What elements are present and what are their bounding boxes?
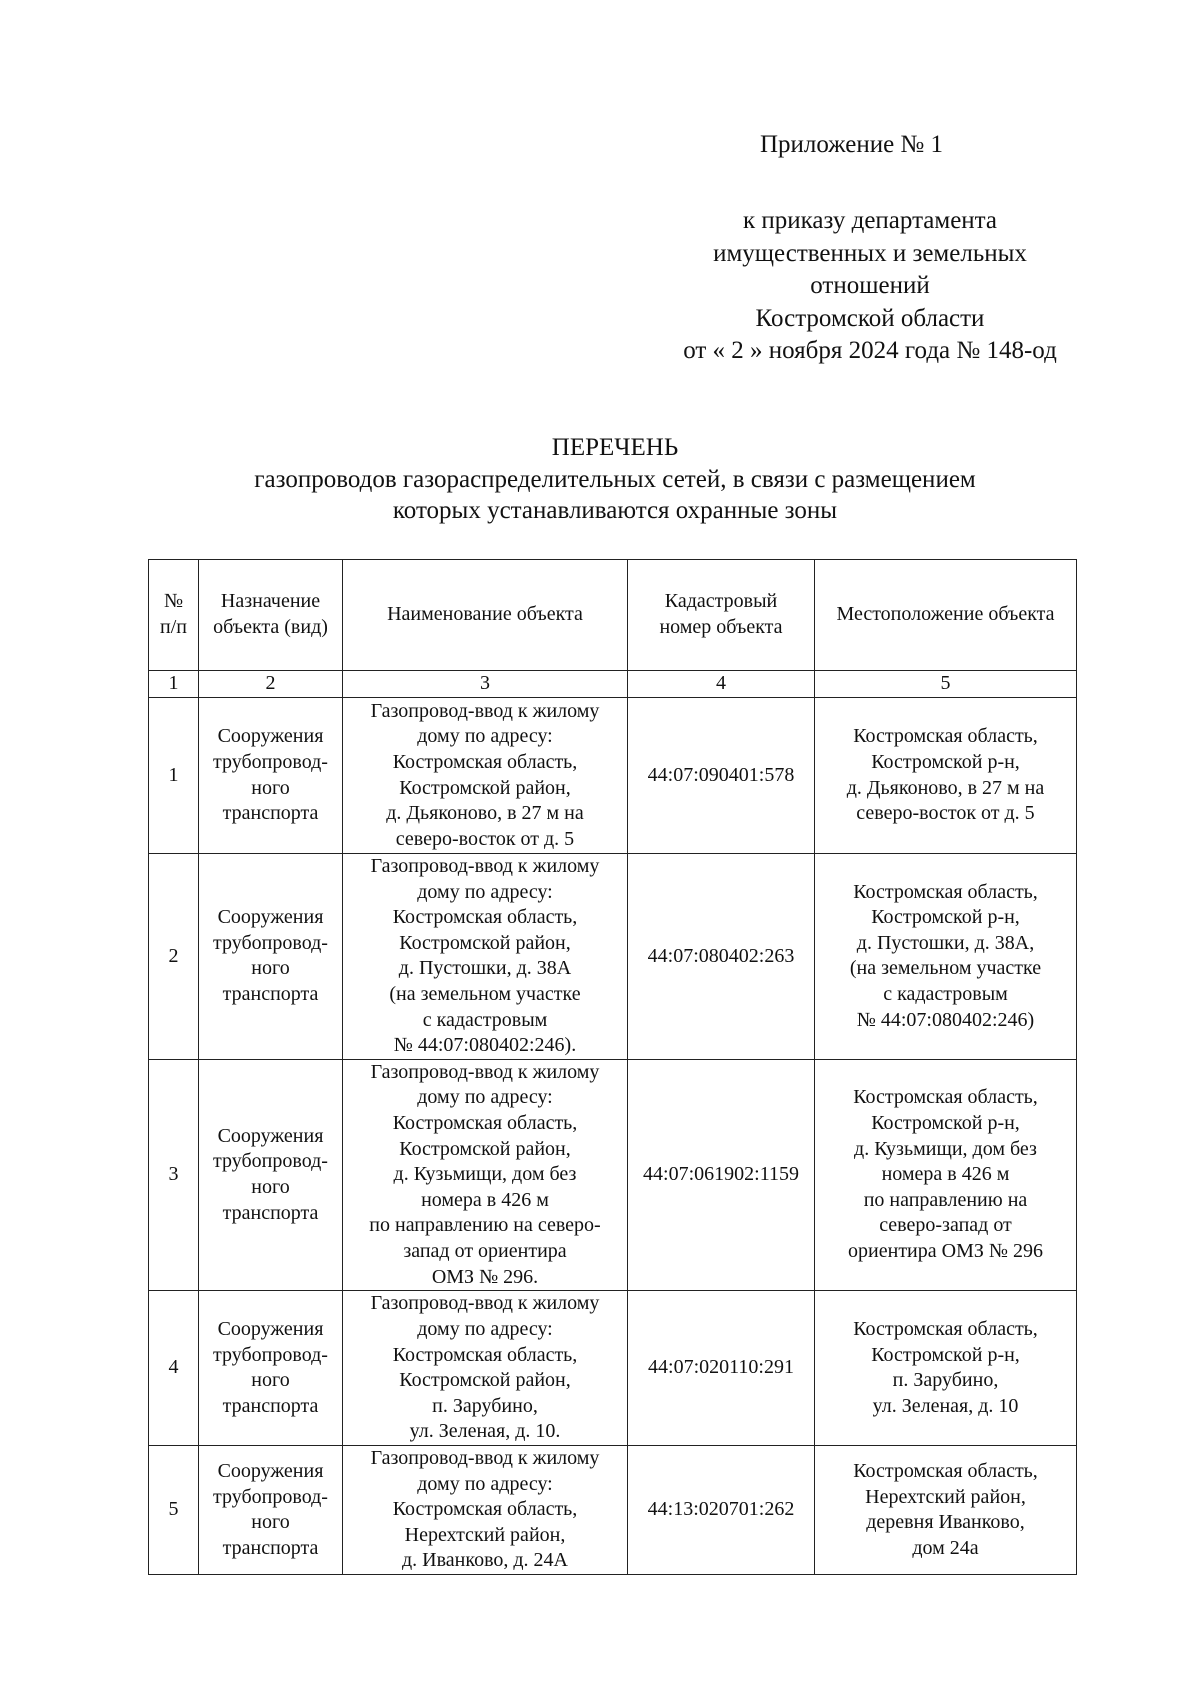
table-row	[149, 1446, 1077, 1575]
row-object-name: Газопровод-ввод к жилому дому по адресу: Костромская область, Костромской район, д. Дьяконово, в 27 м на северо-восток от д. 5	[343, 698, 628, 854]
row-cadastral-number: 44:07:090401:578	[628, 698, 815, 854]
table-row	[149, 1291, 1077, 1446]
header-location: Местоположение объекта	[815, 560, 1077, 671]
row-cadastral-number: 44:07:080402:263	[628, 854, 815, 1060]
appendix-title: Приложение № 1	[760, 131, 944, 158]
order-date-line: от « 2 » ноября 2024 года № 148-од	[683, 337, 1057, 364]
row-object-name: Газопровод-ввод к жилому дому по адресу: Костромская область, Костромской район, д. Пустошки, д. 38А (на земельном участке с кадастровым № 44:07:080402:246).	[343, 854, 628, 1060]
row-num: 1	[149, 698, 199, 854]
header-num: № п/п	[149, 560, 199, 671]
list-title: ПЕРЕЧЕНЬ	[551, 434, 679, 461]
row-num: 5	[149, 1446, 199, 1575]
row-purpose: Сооружения трубопровод- ного транспорта	[199, 698, 343, 854]
row-object-name: Газопровод-ввод к жилому дому по адресу: Костромская область, Костромской район, п. Зарубино, ул. Зеленая, д. 10.	[343, 1291, 628, 1446]
order-line: отношений	[810, 272, 930, 299]
header-name: Наименование объекта	[343, 560, 628, 671]
gas-pipelines-table	[148, 559, 1077, 1575]
row-purpose: Сооружения трубопровод- ного транспорта	[199, 854, 343, 1060]
header-purpose: Назначение объекта (вид)	[199, 560, 343, 671]
row-location: Костромская область, Костромской р-н, д. Кузьмищи, дом без номера в 426 м по направлению на северо-запад от ориентира ОМЗ № 296	[815, 1059, 1077, 1290]
column-numbers-row	[149, 671, 1077, 698]
row-purpose: Сооружения трубопровод- ного транспорта	[199, 1059, 343, 1290]
row-cadastral-number: 44:13:020701:262	[628, 1446, 815, 1575]
row-cadastral-number: 44:07:020110:291	[628, 1291, 815, 1446]
row-num: 3	[149, 1059, 199, 1290]
table-row	[149, 698, 1077, 854]
list-heading	[0, 432, 1200, 527]
list-subtitle-line: которых устанавливаются охранные зоны	[392, 497, 838, 524]
row-location: Костромская область, Костромской р-н, п. Зарубино, ул. Зеленая, д. 10	[815, 1291, 1077, 1446]
table-row	[149, 1059, 1077, 1290]
order-line: к приказу департамента	[742, 207, 998, 234]
row-num: 4	[149, 1291, 199, 1446]
list-subtitle-line: газопроводов газораспределительных сетей, в связи с размещением	[254, 465, 976, 493]
column-number: 5	[815, 671, 1077, 698]
row-num: 2	[149, 854, 199, 1060]
column-number: 1	[149, 671, 199, 698]
column-number: 3	[343, 671, 628, 698]
row-purpose: Сооружения трубопровод- ного транспорта	[199, 1446, 343, 1575]
row-purpose: Сооружения трубопровод- ного транспорта	[199, 1291, 343, 1446]
row-location: Костромская область, Нерехтский район, деревня Иванково, дом 24а	[815, 1446, 1077, 1575]
row-object-name: Газопровод-ввод к жилому дому по адресу: Костромская область, Нерехтский район, д. Иванково, д. 24А	[343, 1446, 628, 1575]
header-cadastral: Кадастровый номер объекта	[628, 560, 815, 671]
table-header-row	[149, 560, 1077, 671]
row-object-name: Газопровод-ввод к жилому дому по адресу: Костромская область, Костромской район, д. Кузьмищи, дом без номера в 426 м по направлению на северо- запад от ориентира ОМЗ № 296.	[343, 1059, 628, 1290]
row-location: Костромская область, Костромской р-н, д. Пустошки, д. 38А, (на земельном участке с кадастровым № 44:07:080402:246)	[815, 854, 1077, 1060]
table-row	[149, 854, 1077, 1060]
order-line: имущественных и земельных	[713, 239, 1027, 267]
column-number: 4	[628, 671, 815, 698]
order-reference	[620, 205, 1120, 368]
column-number: 2	[199, 671, 343, 698]
row-location: Костромская область, Костромской р-н, д. Дьяконово, в 27 м на северо-восток от д. 5	[815, 698, 1077, 854]
row-cadastral-number: 44:07:061902:1159	[628, 1059, 815, 1290]
order-line: Костромской области	[755, 304, 985, 332]
